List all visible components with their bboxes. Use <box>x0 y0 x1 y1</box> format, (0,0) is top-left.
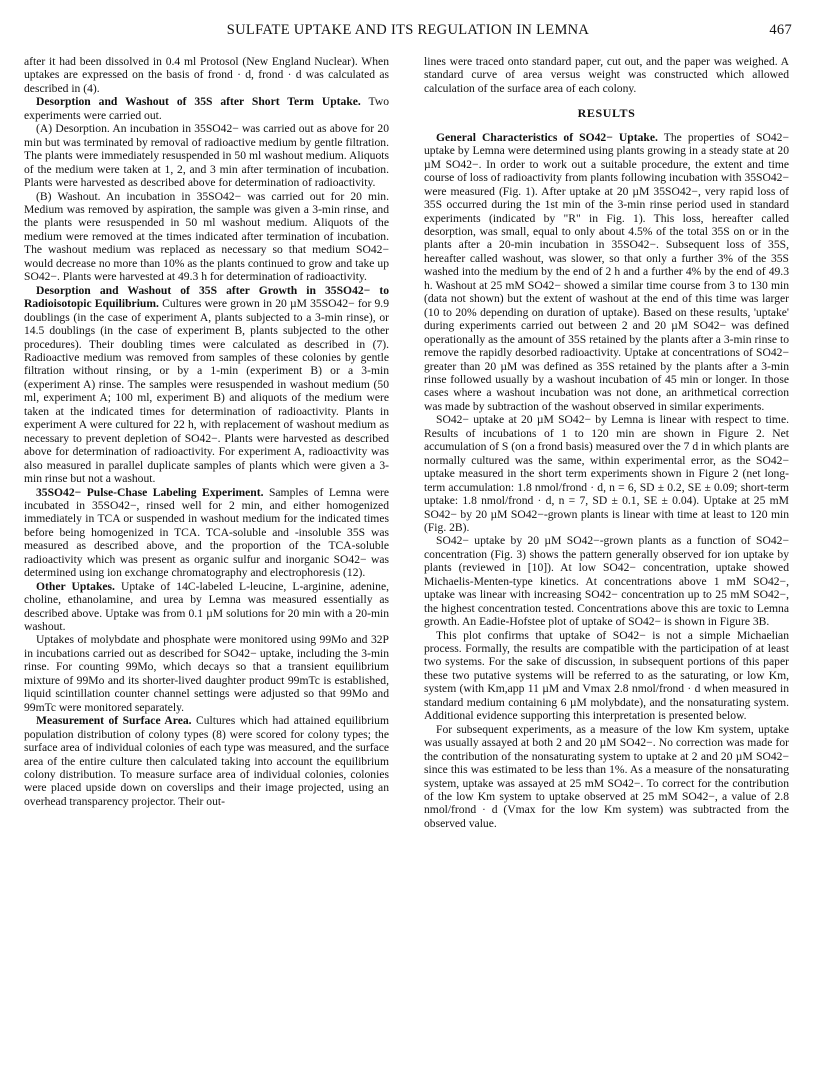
section-heading-other-uptakes: Other Uptakes. <box>36 579 115 593</box>
paragraph-experiment-a: (A) Desorption. An incubation in 35SO42− was carried out as above for 20 min but was terminated by removal of radioactive medium by gentle filtration. The plants were immediately resuspended in 50 ml washout medium. Aliquots of the medium were taken at 1, 2, and 3 min after termination of incubation. Plants were harvested as described above for determination of radioactivity. <box>24 122 389 190</box>
running-title: SULFATE UPTAKE AND ITS REGULATION IN LEMNA <box>226 22 590 38</box>
right-column <box>424 55 789 830</box>
section-heading-desorption: Desorption and Washout of 35S after Short Term Uptake. <box>36 95 361 109</box>
paragraph-text: Cultures were grown in 20 µM 35SO42− for 9.9 doublings (in the case of experiment A, plants subjected to a 3-min rinse), or 14.5 doublings (in the case of experiment B, plants subjected to the other procedures). Their doubling times were calculated as described in (7). Radioactive medium was removed from samples of these colonies by gentle filtration without rinsing, or by a 1-min (experiment B) or a 3-min (experiment A) rinse. The samples were resuspended in washout medium (50 ml, experiment A; 100 ml, experiment B) and aliquots of the medium were taken at the indicated times for determination of radioactivity. Plants in experiment A were cultured for 22 h, with replacement of washout medium as necessary to prevent depletion of SO42−. Plants were harvested as described above for determination of radioactivity. For experiment A, radioactivity was also measured in parallel duplicate samples of plants which were given a 3-min rinse but not a washout. <box>24 297 389 486</box>
paragraph-general <box>424 131 789 414</box>
paragraph-pulse-chase <box>24 486 389 580</box>
results-heading: RESULTS <box>577 106 636 121</box>
paragraph-protosol: after it had been dissolved in 0.4 ml Protosol (New England Nuclear). When uptakes are expressed on the basis of frond · d, frond · d was calculated as described in (4). <box>24 55 389 95</box>
paragraph-text: Cultures which had attained equilibrium population distribution of colony types (8) were scored for colony types; the surface area of individual colonies of each type was measured, and the surface area of the entire culture then calculated taking into account the equilibrium colony distribution. To measure surface area of individual colonies, colonies were placed upside down on coverslips and their image projected, using an overhead transparency projector. Their out- <box>24 714 389 808</box>
left-column <box>24 55 389 808</box>
section-heading-general: General Characteristics of SO42− Uptake. <box>436 130 658 144</box>
paragraph-text: The properties of SO42− uptake by Lemna were determined using plants growing in a steady state at 20 µM SO42−. In order to work out a suitable procedure, the extent and time course of loss of radioactivity from plants following incubation with 35SO42− were measured (Fig. 1). After uptake at 20 µM 35SO42−, very rapid loss of 35S occurred during the 1st min of the 3-min rinse period used in standard experiments (indicated by "R" in Fig. 1). This loss, hereafter called desorption, was small, equal to only about 4.5% of the total 35S on or in the plants after a 20-min incubation in 35SO42−. Subsequent loss of 35S, hereafter called washout, was slower, so that only a further 3% of the 35S washed into the medium by the end of 2 h and a further 4% by the end of 49.3 h. Washout at 25 mM SO42− showed a similar time course from 3 to 130 min (data not shown) but the extent of washout at the end of this time was larger (10 to 20% depending on duration of uptake). Based on these results, 'uptake' during experiments carried out between 2 and 20 µM SO42− was defined operationally as the amount of 35S retained by the plants after a 3-min rinse to remove the rapidly desorbed radioactivity. Uptake at concentrations of SO42− greater than 20 µM was defined as 35S retained by the plants after a 3-min rinse followed usually by a washout incubation of 45 min or longer. In those cases where a washout incubation was not done, an arithmetical correction was made by subtraction of the washout observed in similar experiments. <box>424 130 789 413</box>
paragraph-surface-area <box>24 714 389 808</box>
paragraph-text: Samples of Lemna were incubated in 35SO42−, rinsed well for 2 min, and either homogenized immediately in TCA or suspended in washout medium for the indicated times before being homogenized in TCA. TCA-soluble and -insoluble 35S was measured as described above, and the proportion of the TCA-soluble radioactivity which was present as organic sulfur and inorganic SO42− was determined using ion exchange chromatography and electrophoresis (12). <box>24 485 389 580</box>
paragraph-molybdate: Uptakes of molybdate and phosphate were monitored using 99Mo and 32P in incubations carried out as described for SO42− uptake, including the 3-min rinse. For counting 99Mo, which decays so that a transient equilibrium mixture of 99Mo and its shorter-lived daughter product 99mTc is established, liquid scintillation counter channel settings were adjusted so that 99Mo and 99mTc were monitored separately. <box>24 633 389 714</box>
paragraph-other-uptakes <box>24 580 389 634</box>
paragraph-text: Uptake of 14C-labeled L-leucine, L-arginine, adenine, choline, ethanolamine, and urea by Lemna was measured essentially as described above. Uptake was from 0.1 µM solutions for 20 min with a 20-min washout. <box>24 579 389 634</box>
section-heading-surface-area: Measurement of Surface Area. <box>36 714 192 728</box>
paragraph-outlines: lines were traced onto standard paper, cut out, and the paper was weighed. A standard curve of area versus weight was constructed which allowed calculation of the surface area of each colony. <box>424 55 789 95</box>
paragraph-text: Two experiments were carried out. <box>24 95 389 122</box>
paragraph-equilibrium <box>24 284 389 486</box>
paragraph-concentration: SO42− uptake by 20 µM SO42−-grown plants as a function of SO42− concentration (Fig. 3) shows the pattern generally observed for ion uptake by plants (reviewed in [10]). At low SO42− concentration, uptake showed Michaelis-Menten-type kinetics. At concentrations above 1 mM SO42−, uptake was linear with increasing SO42− concentration up to 25 mM SO42−, the highest concentration tested. Concentrations above this are toxic to Lemna growth. An Eadie-Hofstee plot of uptake of SO42− is shown in Figure 3B. <box>424 534 789 629</box>
paragraph-experiment-b: (B) Washout. An incubation in 35SO42− was carried out for 20 min. Medium was removed by aspiration, the sample was given a 3-min rinse, and the plants were resuspended in 50 ml washout medium. Aliquots of the medium were removed at the times indicated after termination of incubation. The washout medium was replaced as necessary so that medium SO42− would decrease no more than 10% as the plants continued to grow and take up SO42−. Plants were harvested at 49.3 h for determination of radioactivity. <box>24 189 389 284</box>
page-number: 467 <box>769 22 792 38</box>
paragraph-subsequent: For subsequent experiments, as a measure of the low Km system, uptake was usually assayed at both 2 and 20 µM SO42−. No correction was made for the contribution of the nonsaturating system to uptake at 2 and 20 µM SO42− since this was estimated to be less than 1%. As a measure of the nonsaturating system, uptake was assayed at 25 mM SO42−. To correct for the contribution of the low Km system to uptake observed at 25 mM SO42−, a value of 2.8 nmol/frond · d (Vmax for the low Km system) was subtracted from the observed value. <box>424 722 789 830</box>
section-heading-pulse-chase: 35SO42− Pulse-Chase Labeling Experiment. <box>36 485 264 499</box>
section-heading-equilibrium: Desorption and Washout of 35S after Growth in 35SO42− to Radioisotopic Equilibrium. <box>24 283 389 311</box>
running-header <box>24 22 792 44</box>
paragraph-eadie-hofstee: This plot confirms that uptake of SO42− is not a simple Michaelian process. Formally, the results are compatible with the participation of at least two systems. For the sake of discussion, in subsequent portions of this paper these two putative systems will be referred to as the saturating, or low Km, system (with Km,app 11 µM and Vmax 2.8 nmol/frond · d when measured in standard medium containing 6 µM molybdate), and the nonsaturating system. Additional evidence supporting this interpretation is presented below. <box>424 628 789 723</box>
paragraph-linear: SO42− uptake at 20 µM SO42− by Lemna is linear with respect to time. Results of incubations of 1 to 120 min are shown in Figure 2. Net accumulation of S (on a frond basis) measured over the 7 d in which plants are normally cultured was the same, within experimental error, as the SO42− uptake measured in the short term experiments shown in Figure 2 (net long-term accumulation: 1.8 nmol/frond · d, n = 6, SD ± 0.2, SE ± 0.09; short-term uptake: 1.8 nmol/frond · d, n = 7, SD ± 0.1, SE ± 0.04). Uptake at 25 mM SO42− by 20 µM SO42−-grown plants is linear with time at least to 120 min (Fig. 2B). <box>424 413 789 534</box>
paragraph-desorption-washout <box>24 95 389 122</box>
